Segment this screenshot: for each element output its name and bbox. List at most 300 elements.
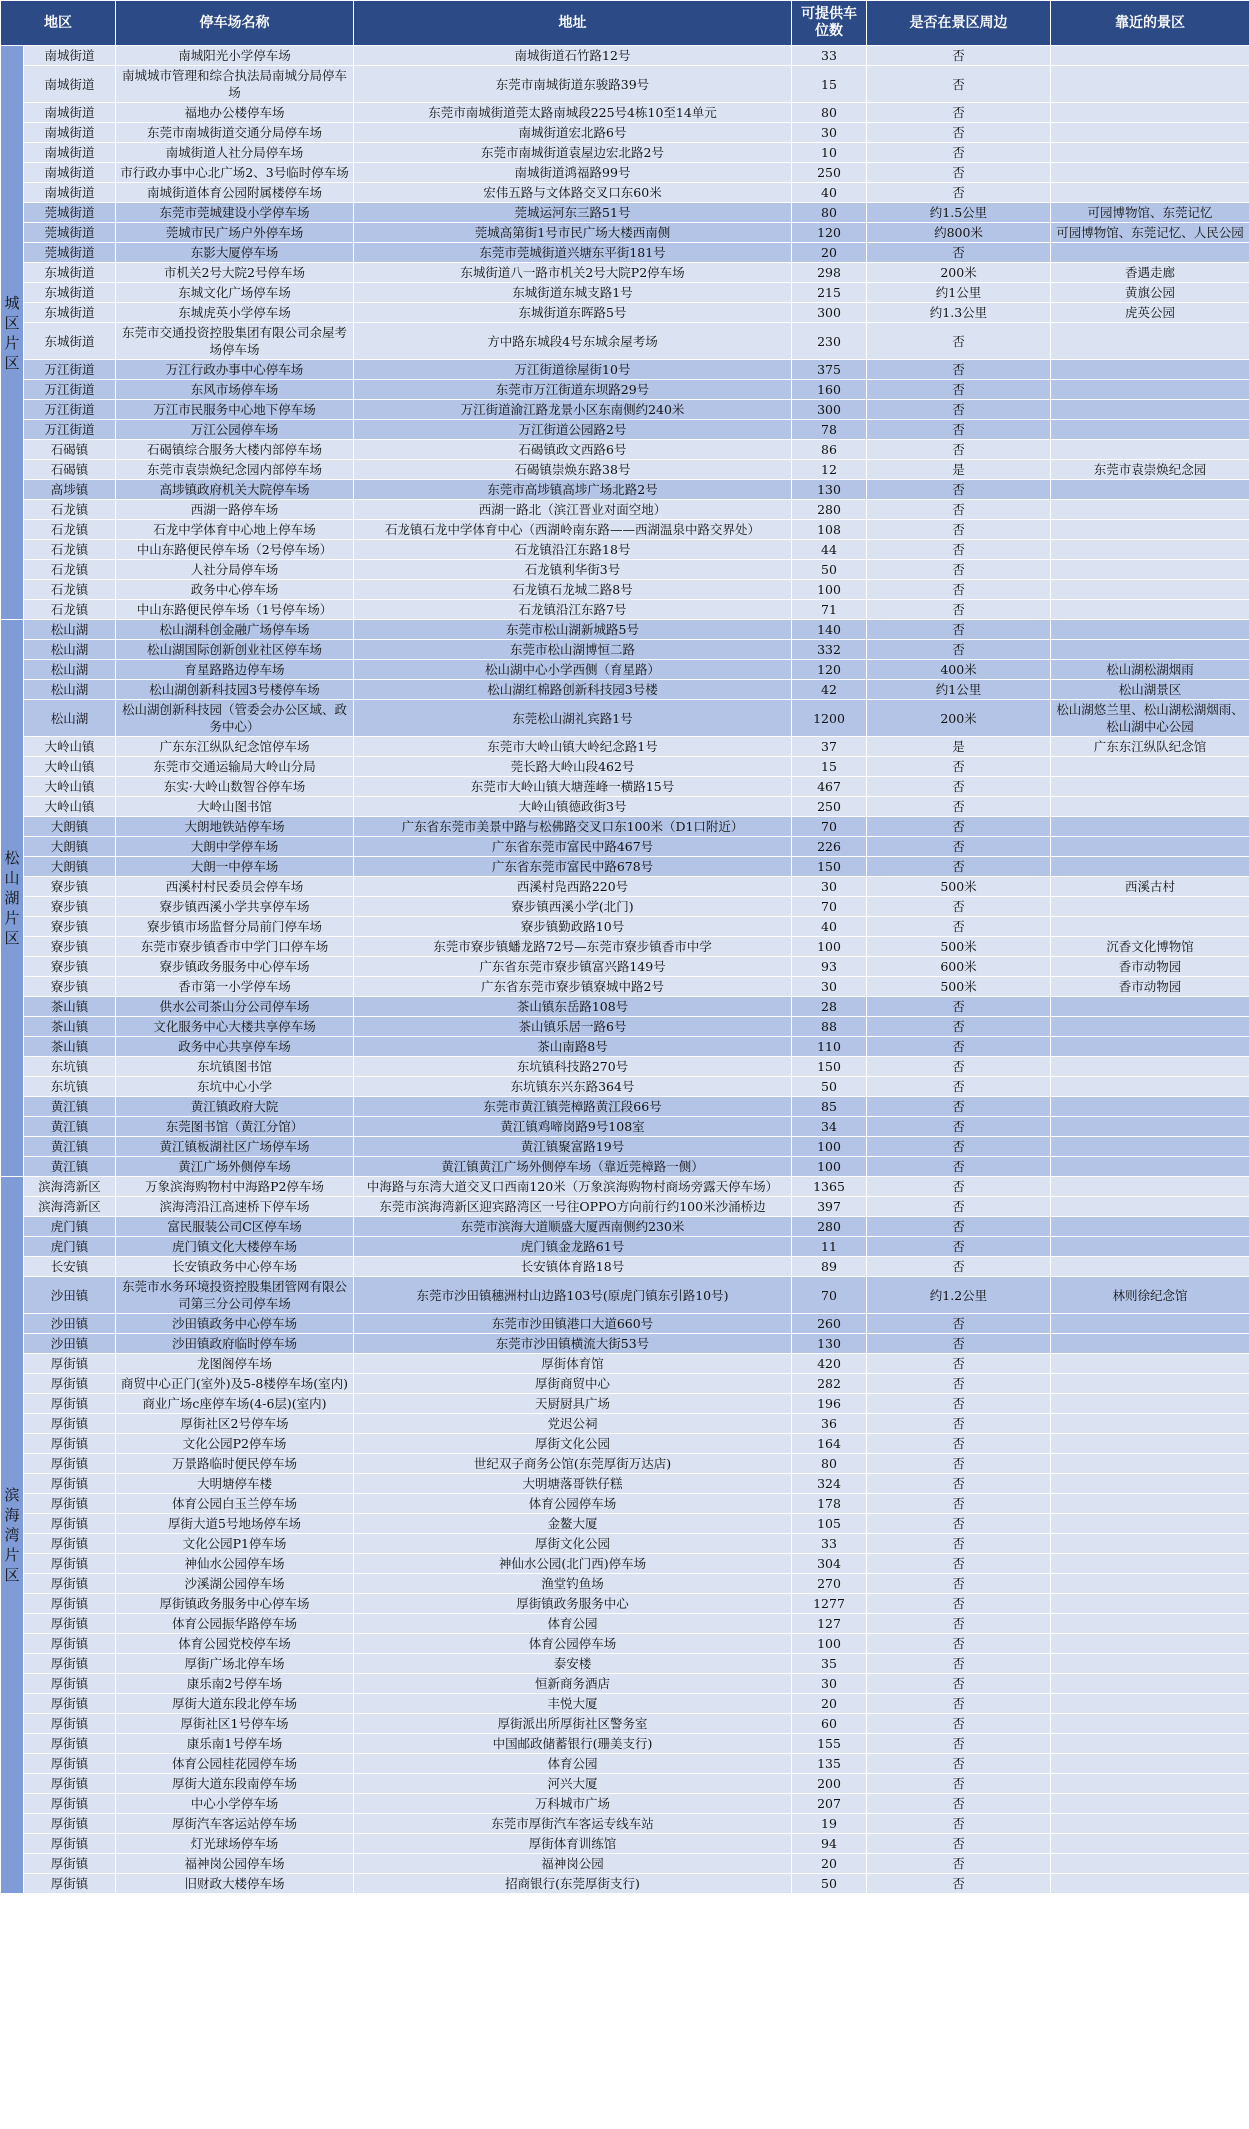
- cell-spaces: 100: [792, 1157, 867, 1177]
- cell-near-scenic: 约1.2公里: [867, 1277, 1051, 1314]
- cell-spaces: 467: [792, 777, 867, 797]
- cell-parking-name: 万象滨海购物村中海路P2停车场: [116, 1177, 354, 1197]
- cell-scenic-spot: [1051, 1674, 1249, 1694]
- cell-address: 渔堂钓鱼场: [354, 1574, 792, 1594]
- cell-address: 广东省东莞市富民中路678号: [354, 857, 792, 877]
- cell-spaces: 324: [792, 1474, 867, 1494]
- region-name: 滨海湾片区: [4, 1486, 20, 1584]
- cell-spaces: 150: [792, 1057, 867, 1077]
- cell-spaces: 110: [792, 1037, 867, 1057]
- cell-near-scenic: 否: [867, 1037, 1051, 1057]
- cell-town: 厚街镇: [24, 1854, 116, 1874]
- table-row: [1, 1614, 1249, 1634]
- cell-near-scenic: 约1.5公里: [867, 203, 1051, 223]
- cell-near-scenic: 否: [867, 1314, 1051, 1334]
- cell-address: 体育公园停车场: [354, 1494, 792, 1514]
- cell-scenic-spot: [1051, 997, 1249, 1017]
- cell-near-scenic: 否: [867, 1057, 1051, 1077]
- cell-address: 东莞市滨海湾新区迎宾路湾区一号往OPPO方向前行约100米沙涌桥边: [354, 1197, 792, 1217]
- cell-spaces: 94: [792, 1834, 867, 1854]
- cell-address: 南城街道宏北路6号: [354, 123, 792, 143]
- cell-town: 松山湖: [24, 620, 116, 640]
- cell-town: 寮步镇: [24, 977, 116, 997]
- cell-spaces: 44: [792, 540, 867, 560]
- cell-town: 厚街镇: [24, 1374, 116, 1394]
- cell-near-scenic: 否: [867, 1097, 1051, 1117]
- cell-address: 广东省东莞市美景中路与松佛路交叉口东100米（D1口附近）: [354, 817, 792, 837]
- cell-town: 松山湖: [24, 640, 116, 660]
- cell-scenic-spot: [1051, 1217, 1249, 1237]
- cell-spaces: 105: [792, 1514, 867, 1534]
- table-row: [1, 1157, 1249, 1177]
- cell-address: 宏伟五路与文体路交叉口东60米: [354, 183, 792, 203]
- cell-town: 莞城街道: [24, 203, 116, 223]
- table-row: [1, 283, 1249, 303]
- table-row: [1, 480, 1249, 500]
- cell-town: 厚街镇: [24, 1514, 116, 1534]
- cell-near-scenic: 否: [867, 1694, 1051, 1714]
- header-spaces: 可提供车位数: [792, 1, 867, 46]
- cell-address: 东城街道东城支路1号: [354, 283, 792, 303]
- table-row: [1, 1574, 1249, 1594]
- cell-scenic-spot: [1051, 1017, 1249, 1037]
- cell-town: 沙田镇: [24, 1277, 116, 1314]
- cell-address: 黄江镇聚富路19号: [354, 1137, 792, 1157]
- cell-spaces: 150: [792, 857, 867, 877]
- cell-address: 招商银行(东莞厚街支行): [354, 1874, 792, 1894]
- cell-parking-name: 旧财政大楼停车场: [116, 1874, 354, 1894]
- cell-parking-name: 东莞市水务环境投资控股集团管网有限公司第三分公司停车场: [116, 1277, 354, 1314]
- cell-scenic-spot: [1051, 1754, 1249, 1774]
- cell-scenic-spot: [1051, 757, 1249, 777]
- cell-town: 沙田镇: [24, 1334, 116, 1354]
- cell-near-scenic: 否: [867, 520, 1051, 540]
- cell-town: 大岭山镇: [24, 737, 116, 757]
- cell-near-scenic: 否: [867, 1354, 1051, 1374]
- cell-scenic-spot: [1051, 1374, 1249, 1394]
- cell-spaces: 42: [792, 680, 867, 700]
- cell-parking-name: 厚街社区2号停车场: [116, 1414, 354, 1434]
- table-row: [1, 757, 1249, 777]
- cell-town: 大朗镇: [24, 817, 116, 837]
- table-row: [1, 797, 1249, 817]
- cell-near-scenic: 否: [867, 1554, 1051, 1574]
- table-row: [1, 123, 1249, 143]
- cell-town: 厚街镇: [24, 1474, 116, 1494]
- cell-near-scenic: 500米: [867, 977, 1051, 997]
- cell-town: 厚街镇: [24, 1714, 116, 1734]
- table-row: [1, 1454, 1249, 1474]
- cell-address: 广东省东莞市富民中路467号: [354, 837, 792, 857]
- table-row: [1, 580, 1249, 600]
- cell-spaces: 397: [792, 1197, 867, 1217]
- cell-near-scenic: 否: [867, 103, 1051, 123]
- cell-parking-name: 人社分局停车场: [116, 560, 354, 580]
- cell-address: 党迟公祠: [354, 1414, 792, 1434]
- cell-address: 丰悦大厦: [354, 1694, 792, 1714]
- cell-scenic-spot: [1051, 857, 1249, 877]
- cell-parking-name: 体育公园桂花园停车场: [116, 1754, 354, 1774]
- cell-near-scenic: 否: [867, 66, 1051, 103]
- cell-parking-name: 富民服装公司C区停车场: [116, 1217, 354, 1237]
- cell-spaces: 298: [792, 263, 867, 283]
- cell-near-scenic: 否: [867, 380, 1051, 400]
- table-row: [1, 1374, 1249, 1394]
- cell-scenic-spot: [1051, 640, 1249, 660]
- table-row: [1, 143, 1249, 163]
- cell-spaces: 226: [792, 837, 867, 857]
- cell-address: 石龙镇利华街3号: [354, 560, 792, 580]
- header-near-scenic: 是否在景区周边: [867, 1, 1051, 46]
- cell-near-scenic: 否: [867, 997, 1051, 1017]
- table-row: [1, 700, 1249, 737]
- table-row: [1, 1017, 1249, 1037]
- cell-scenic-spot: [1051, 360, 1249, 380]
- table-row: [1, 1514, 1249, 1534]
- cell-near-scenic: 否: [867, 1674, 1051, 1694]
- cell-spaces: 70: [792, 817, 867, 837]
- cell-scenic-spot: 黄旗公园: [1051, 283, 1249, 303]
- cell-near-scenic: 否: [867, 797, 1051, 817]
- cell-town: 寮步镇: [24, 937, 116, 957]
- table-row: [1, 380, 1249, 400]
- cell-spaces: 40: [792, 183, 867, 203]
- cell-spaces: 160: [792, 380, 867, 400]
- table-row: [1, 1197, 1249, 1217]
- table-row: [1, 1097, 1249, 1117]
- cell-scenic-spot: [1051, 1137, 1249, 1157]
- cell-near-scenic: 否: [867, 1614, 1051, 1634]
- cell-parking-name: 龙图阁停车场: [116, 1354, 354, 1374]
- cell-parking-name: 东莞市寮步镇香市中学门口停车场: [116, 937, 354, 957]
- cell-scenic-spot: [1051, 1257, 1249, 1277]
- cell-parking-name: 东莞图书馆（黄江分馆）: [116, 1117, 354, 1137]
- cell-address: 东莞市厚街汽车客运专线车站: [354, 1814, 792, 1834]
- table-row: [1, 1654, 1249, 1674]
- cell-parking-name: 滨海湾沿江高速桥下停车场: [116, 1197, 354, 1217]
- cell-spaces: 120: [792, 223, 867, 243]
- cell-near-scenic: 否: [867, 540, 1051, 560]
- cell-address: 体育公园: [354, 1614, 792, 1634]
- cell-spaces: 130: [792, 480, 867, 500]
- cell-address: 万江街道公园路2号: [354, 420, 792, 440]
- cell-scenic-spot: [1051, 1097, 1249, 1117]
- cell-scenic-spot: [1051, 123, 1249, 143]
- cell-parking-name: 虎门镇文化大楼停车场: [116, 1237, 354, 1257]
- cell-town: 茶山镇: [24, 1017, 116, 1037]
- cell-address: 东莞松山湖礼宾路1号: [354, 700, 792, 737]
- cell-near-scenic: 否: [867, 1017, 1051, 1037]
- cell-parking-name: 育星路路边停车场: [116, 660, 354, 680]
- cell-scenic-spot: [1051, 797, 1249, 817]
- cell-spaces: 280: [792, 500, 867, 520]
- table-row: [1, 937, 1249, 957]
- table-row: [1, 997, 1249, 1017]
- cell-spaces: 35: [792, 1654, 867, 1674]
- cell-address: 莞城运河东三路51号: [354, 203, 792, 223]
- cell-spaces: 15: [792, 66, 867, 103]
- cell-near-scenic: 否: [867, 480, 1051, 500]
- cell-near-scenic: 否: [867, 857, 1051, 877]
- cell-spaces: 304: [792, 1554, 867, 1574]
- cell-near-scenic: 约1.3公里: [867, 303, 1051, 323]
- cell-parking-name: 南城阳光小学停车场: [116, 46, 354, 66]
- table-row: [1, 680, 1249, 700]
- cell-scenic-spot: [1051, 480, 1249, 500]
- cell-near-scenic: 否: [867, 400, 1051, 420]
- table-body: [1, 46, 1249, 1894]
- cell-near-scenic: 否: [867, 917, 1051, 937]
- cell-town: 厚街镇: [24, 1754, 116, 1774]
- cell-town: 茶山镇: [24, 1037, 116, 1057]
- cell-address: 大岭山镇德政街3号: [354, 797, 792, 817]
- cell-scenic-spot: [1051, 1434, 1249, 1454]
- cell-address: 松山湖红棉路创新科技园3号楼: [354, 680, 792, 700]
- cell-parking-name: 寮步镇政务服务中心停车场: [116, 957, 354, 977]
- cell-town: 厚街镇: [24, 1554, 116, 1574]
- cell-spaces: 10: [792, 143, 867, 163]
- cell-scenic-spot: [1051, 440, 1249, 460]
- cell-town: 虎门镇: [24, 1237, 116, 1257]
- cell-parking-name: 东坑中心小学: [116, 1077, 354, 1097]
- cell-parking-name: 厚街大道5号地场停车场: [116, 1514, 354, 1534]
- table-row: [1, 223, 1249, 243]
- cell-near-scenic: 否: [867, 163, 1051, 183]
- table-row: [1, 1077, 1249, 1097]
- cell-parking-name: 东莞市交通运输局大岭山分局: [116, 757, 354, 777]
- cell-address: 万科城市广场: [354, 1794, 792, 1814]
- cell-spaces: 260: [792, 1314, 867, 1334]
- cell-spaces: 140: [792, 620, 867, 640]
- cell-parking-name: 松山湖创新科技园3号楼停车场: [116, 680, 354, 700]
- cell-near-scenic: 否: [867, 1137, 1051, 1157]
- cell-scenic-spot: [1051, 1694, 1249, 1714]
- cell-near-scenic: 否: [867, 1794, 1051, 1814]
- cell-near-scenic: 否: [867, 243, 1051, 263]
- cell-parking-name: 西溪村村民委员会停车场: [116, 877, 354, 897]
- cell-scenic-spot: [1051, 1814, 1249, 1834]
- cell-address: 东莞市南城街道东骏路39号: [354, 66, 792, 103]
- cell-spaces: 80: [792, 103, 867, 123]
- cell-parking-name: 东风市场停车场: [116, 380, 354, 400]
- cell-scenic-spot: [1051, 1554, 1249, 1574]
- cell-spaces: 11: [792, 1237, 867, 1257]
- cell-town: 厚街镇: [24, 1394, 116, 1414]
- cell-town: 大朗镇: [24, 857, 116, 877]
- cell-scenic-spot: [1051, 1614, 1249, 1634]
- cell-parking-name: 体育公园党校停车场: [116, 1634, 354, 1654]
- cell-spaces: 60: [792, 1714, 867, 1734]
- cell-scenic-spot: 香市动物园: [1051, 957, 1249, 977]
- cell-parking-name: 万景路临时便民停车场: [116, 1454, 354, 1474]
- cell-parking-name: 松山湖创新科技园（管委会办公区域、政务中心）: [116, 700, 354, 737]
- cell-scenic-spot: [1051, 1734, 1249, 1754]
- cell-address: 东莞市沙田镇穗洲村山边路103号(原虎门镇东引路10号): [354, 1277, 792, 1314]
- cell-near-scenic: 否: [867, 1197, 1051, 1217]
- cell-scenic-spot: [1051, 1874, 1249, 1894]
- cell-address: 万江街道渝江路龙景小区东南侧约240米: [354, 400, 792, 420]
- cell-spaces: 207: [792, 1794, 867, 1814]
- cell-parking-name: 万江市民服务中心地下停车场: [116, 400, 354, 420]
- cell-parking-name: 市行政办事中心北广场2、3号临时停车场: [116, 163, 354, 183]
- cell-near-scenic: 否: [867, 1654, 1051, 1674]
- table-row: [1, 600, 1249, 620]
- table-row: [1, 977, 1249, 997]
- cell-parking-name: 东莞市南城街道交通分局停车场: [116, 123, 354, 143]
- cell-parking-name: 南城街道人社分局停车场: [116, 143, 354, 163]
- table-row: [1, 1554, 1249, 1574]
- cell-near-scenic: 否: [867, 757, 1051, 777]
- cell-town: 东城街道: [24, 283, 116, 303]
- cell-address: 东莞市大岭山镇大岭纪念路1号: [354, 737, 792, 757]
- cell-address: 广东省东莞市寮步镇富兴路149号: [354, 957, 792, 977]
- cell-scenic-spot: [1051, 1634, 1249, 1654]
- cell-scenic-spot: 可园博物馆、东莞记忆: [1051, 203, 1249, 223]
- cell-parking-name: 石碣镇综合服务大楼内部停车场: [116, 440, 354, 460]
- cell-town: 石碣镇: [24, 440, 116, 460]
- cell-near-scenic: 200米: [867, 700, 1051, 737]
- cell-address: 石龙镇沿江东路7号: [354, 600, 792, 620]
- region-name: 松山湖片区: [4, 849, 20, 947]
- cell-near-scenic: 否: [867, 1157, 1051, 1177]
- table-row: [1, 500, 1249, 520]
- cell-address: 南城街道鸿福路99号: [354, 163, 792, 183]
- cell-parking-name: 体育公园白玉兰停车场: [116, 1494, 354, 1514]
- cell-town: 厚街镇: [24, 1734, 116, 1754]
- cell-near-scenic: 否: [867, 1177, 1051, 1197]
- cell-near-scenic: 否: [867, 1434, 1051, 1454]
- cell-town: 南城街道: [24, 183, 116, 203]
- cell-town: 东城街道: [24, 323, 116, 360]
- region-name: 城区片区: [4, 293, 20, 372]
- cell-scenic-spot: [1051, 1834, 1249, 1854]
- cell-parking-name: 沙田镇政务中心停车场: [116, 1314, 354, 1334]
- cell-town: 寮步镇: [24, 917, 116, 937]
- cell-scenic-spot: [1051, 837, 1249, 857]
- cell-scenic-spot: [1051, 1454, 1249, 1474]
- cell-town: 滨海湾新区: [24, 1197, 116, 1217]
- cell-town: 石龙镇: [24, 560, 116, 580]
- header-district: 地区: [1, 1, 116, 46]
- cell-address: 泰安楼: [354, 1654, 792, 1674]
- cell-town: 厚街镇: [24, 1414, 116, 1434]
- cell-address: 金鳌大厦: [354, 1514, 792, 1534]
- cell-address: 虎门镇金龙路61号: [354, 1237, 792, 1257]
- cell-town: 东城街道: [24, 303, 116, 323]
- cell-near-scenic: 否: [867, 620, 1051, 640]
- cell-spaces: 33: [792, 1534, 867, 1554]
- cell-scenic-spot: [1051, 103, 1249, 123]
- cell-near-scenic: 否: [867, 1494, 1051, 1514]
- cell-near-scenic: 否: [867, 1514, 1051, 1534]
- cell-spaces: 100: [792, 937, 867, 957]
- cell-parking-name: 松山湖国际创新创业社区停车场: [116, 640, 354, 660]
- cell-spaces: 30: [792, 1674, 867, 1694]
- cell-address: 黄江镇鸡啼岗路9号108室: [354, 1117, 792, 1137]
- cell-parking-name: 文化公园P1停车场: [116, 1534, 354, 1554]
- cell-spaces: 33: [792, 46, 867, 66]
- cell-spaces: 196: [792, 1394, 867, 1414]
- cell-spaces: 20: [792, 243, 867, 263]
- cell-parking-name: 东莞市袁崇焕纪念园内部停车场: [116, 460, 354, 480]
- cell-town: 万江街道: [24, 360, 116, 380]
- cell-spaces: 332: [792, 640, 867, 660]
- cell-spaces: 88: [792, 1017, 867, 1037]
- cell-scenic-spot: 松山湖松湖烟雨: [1051, 660, 1249, 680]
- table-row: [1, 917, 1249, 937]
- cell-scenic-spot: [1051, 500, 1249, 520]
- cell-town: 厚街镇: [24, 1834, 116, 1854]
- cell-scenic-spot: [1051, 1157, 1249, 1177]
- cell-spaces: 178: [792, 1494, 867, 1514]
- cell-scenic-spot: [1051, 580, 1249, 600]
- table-row: [1, 440, 1249, 460]
- table-row: [1, 540, 1249, 560]
- cell-scenic-spot: 西溪古村: [1051, 877, 1249, 897]
- table-row: [1, 1277, 1249, 1314]
- cell-scenic-spot: 虎英公园: [1051, 303, 1249, 323]
- region-label: [1, 46, 24, 620]
- table-row: [1, 1774, 1249, 1794]
- cell-near-scenic: 否: [867, 1534, 1051, 1554]
- cell-parking-name: 万江公园停车场: [116, 420, 354, 440]
- table-row: [1, 103, 1249, 123]
- cell-parking-name: 供水公司茶山分公司停车场: [116, 997, 354, 1017]
- cell-address: 河兴大厦: [354, 1774, 792, 1794]
- cell-near-scenic: 否: [867, 1754, 1051, 1774]
- cell-spaces: 300: [792, 303, 867, 323]
- cell-address: 东莞市莞城街道兴塘东平街181号: [354, 243, 792, 263]
- cell-near-scenic: 否: [867, 500, 1051, 520]
- cell-town: 大朗镇: [24, 837, 116, 857]
- cell-parking-name: 万江行政办事中心停车场: [116, 360, 354, 380]
- cell-scenic-spot: [1051, 560, 1249, 580]
- cell-spaces: 250: [792, 797, 867, 817]
- cell-town: 南城街道: [24, 103, 116, 123]
- cell-spaces: 164: [792, 1434, 867, 1454]
- cell-town: 东城街道: [24, 263, 116, 283]
- cell-town: 莞城街道: [24, 223, 116, 243]
- cell-address: 体育公园停车场: [354, 1634, 792, 1654]
- table-row: [1, 1334, 1249, 1354]
- cell-address: 厚街商贸中心: [354, 1374, 792, 1394]
- table-header: [1, 1, 1249, 46]
- table-row: [1, 1754, 1249, 1774]
- cell-town: 厚街镇: [24, 1674, 116, 1694]
- cell-spaces: 300: [792, 400, 867, 420]
- cell-spaces: 100: [792, 1137, 867, 1157]
- cell-town: 长安镇: [24, 1257, 116, 1277]
- cell-spaces: 36: [792, 1414, 867, 1434]
- table-row: [1, 360, 1249, 380]
- cell-near-scenic: 否: [867, 1394, 1051, 1414]
- cell-spaces: 30: [792, 123, 867, 143]
- cell-address: 神仙水公园(北门西)停车场: [354, 1554, 792, 1574]
- cell-parking-name: 东实·大岭山数智谷停车场: [116, 777, 354, 797]
- cell-parking-name: 东城文化广场停车场: [116, 283, 354, 303]
- cell-spaces: 230: [792, 323, 867, 360]
- cell-spaces: 50: [792, 1077, 867, 1097]
- table-row: [1, 1257, 1249, 1277]
- cell-spaces: 12: [792, 460, 867, 480]
- cell-scenic-spot: [1051, 1037, 1249, 1057]
- cell-address: 恒新商务酒店: [354, 1674, 792, 1694]
- cell-near-scenic: 500米: [867, 877, 1051, 897]
- cell-parking-name: 大岭山图书馆: [116, 797, 354, 817]
- cell-scenic-spot: [1051, 183, 1249, 203]
- cell-scenic-spot: [1051, 46, 1249, 66]
- cell-near-scenic: 否: [867, 777, 1051, 797]
